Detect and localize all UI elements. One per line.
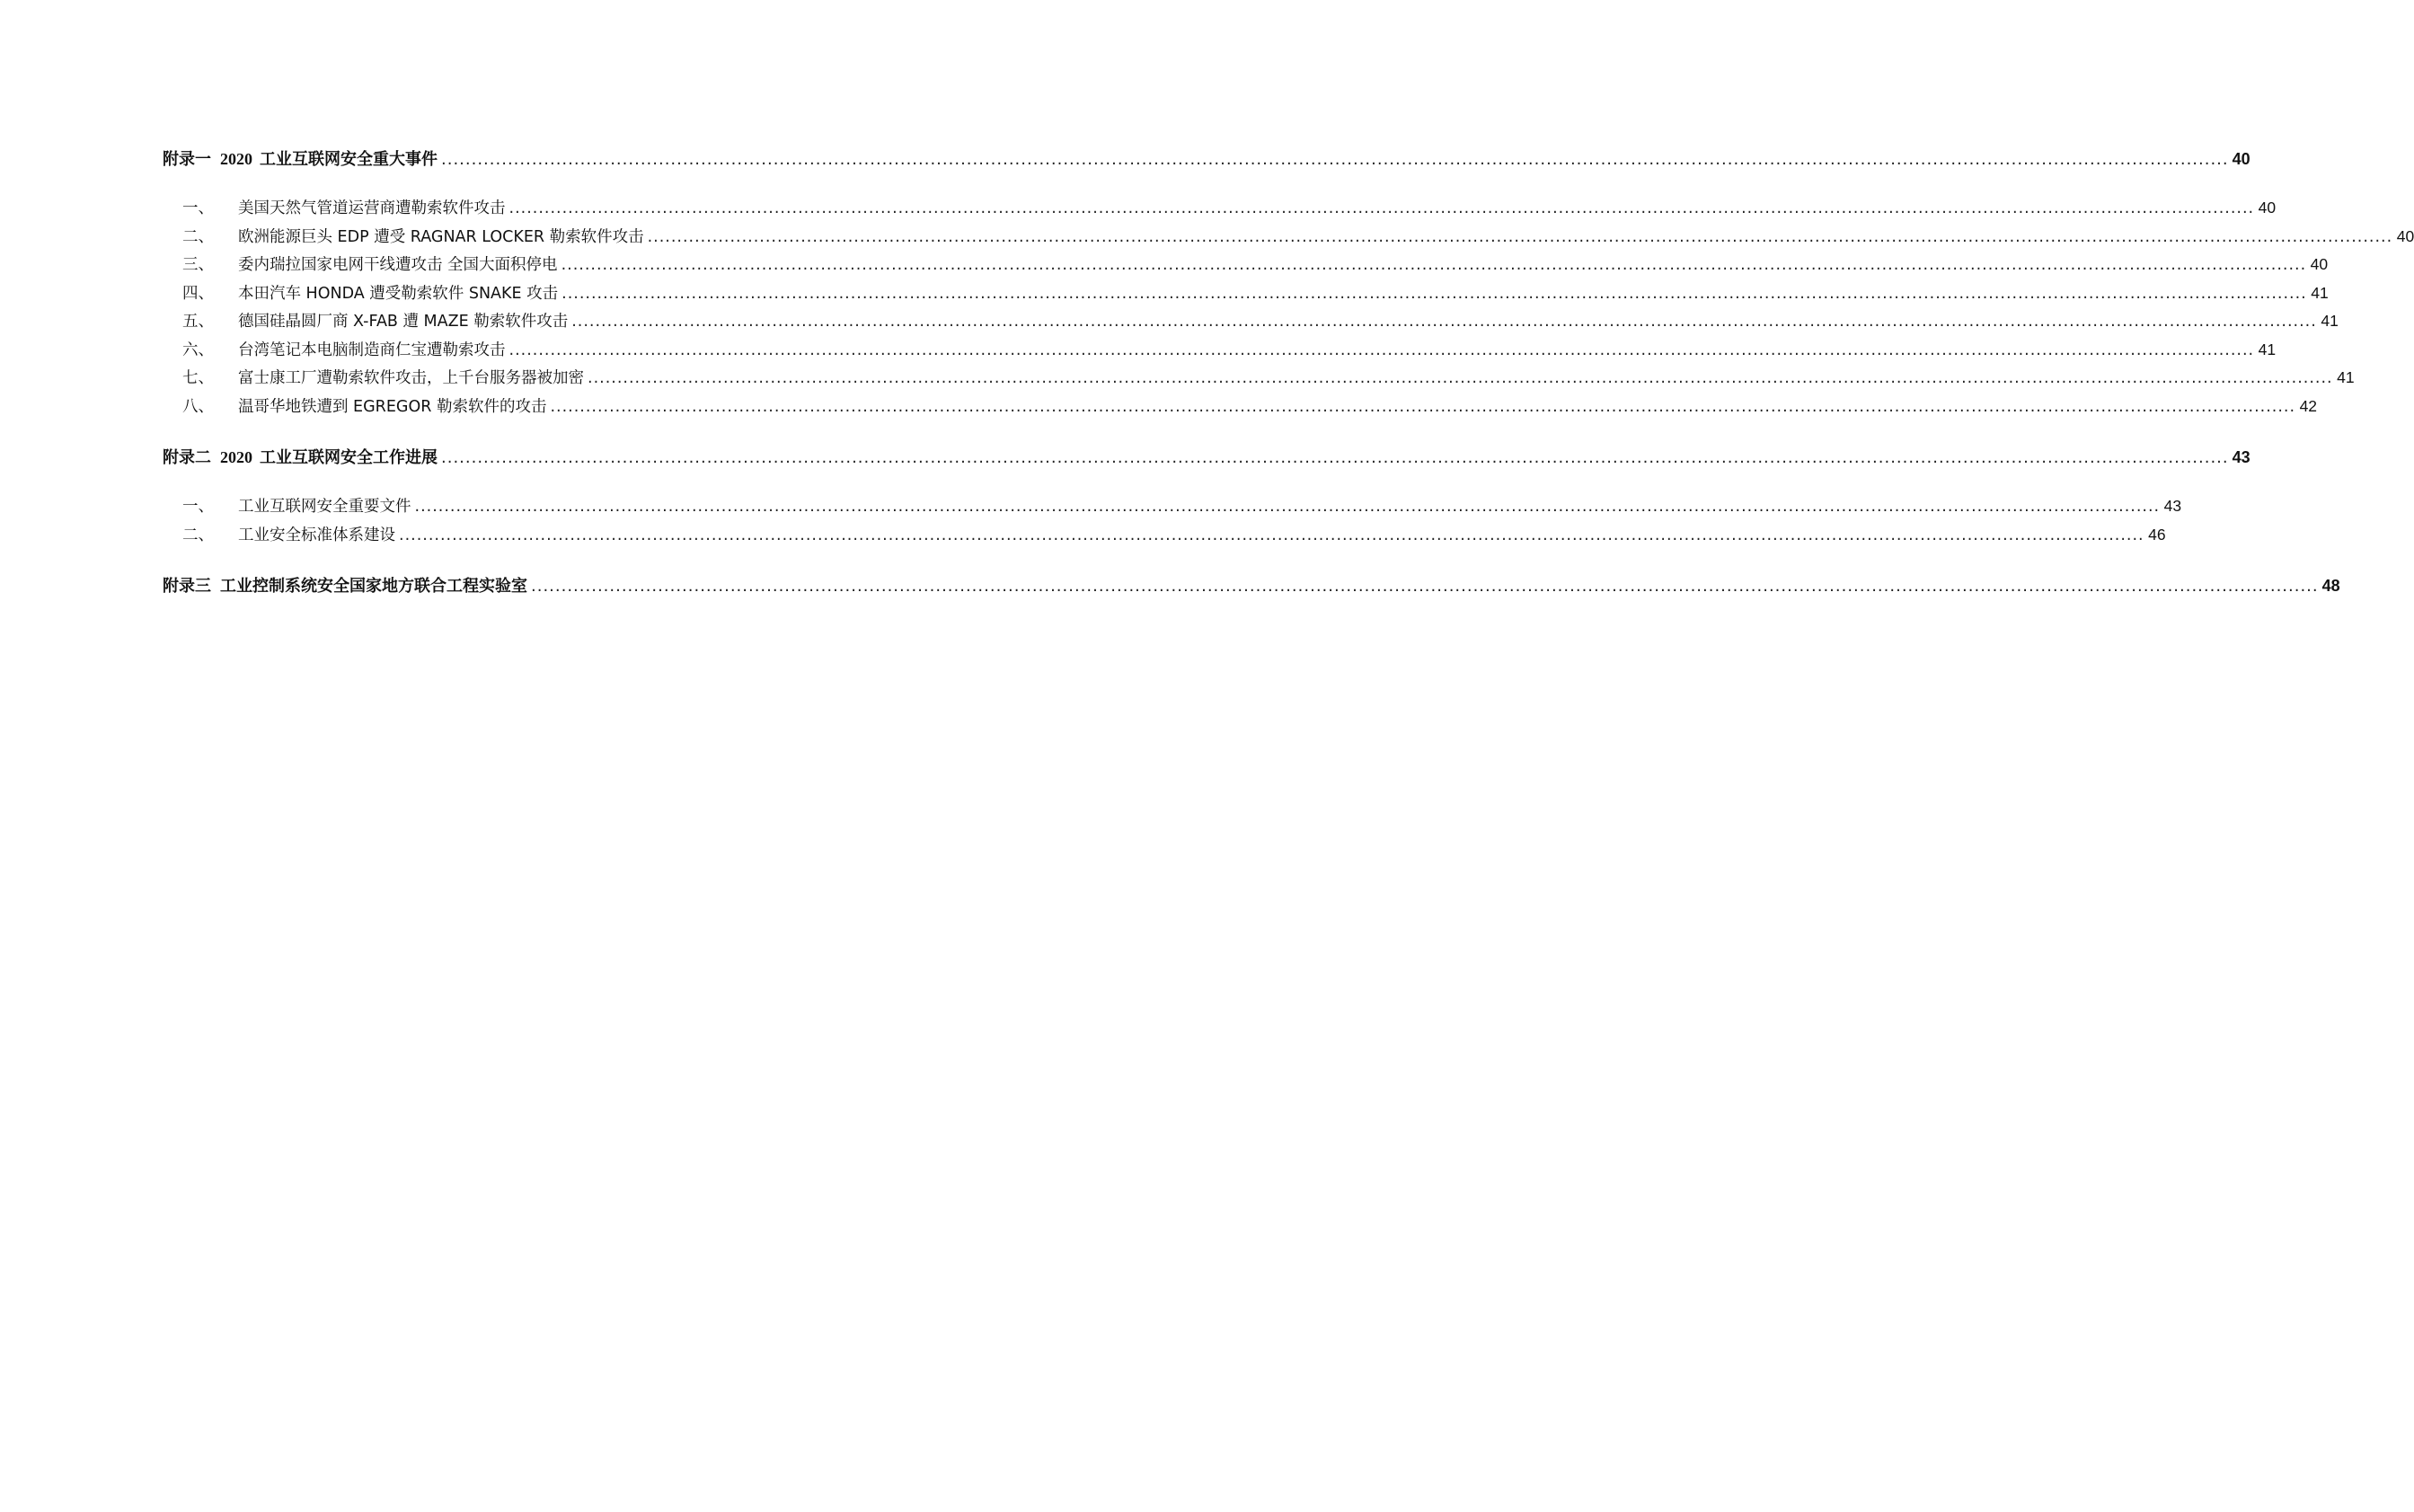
toc-heading-prefix: 附录二 — [163, 448, 211, 467]
dot-leader — [399, 522, 2144, 551]
toc-entry[interactable] — [163, 194, 2277, 223]
toc-page-number: 48 — [2321, 577, 2340, 595]
toc-heading-title: 工业互联网安全工作进展 — [260, 448, 438, 467]
dot-leader — [561, 280, 2307, 309]
toc-entry-title: 工业安全标准体系建设 — [238, 526, 395, 544]
dot-leader — [509, 337, 2255, 366]
toc-entry-title: 工业互联网安全重要文件 — [238, 498, 411, 516]
dot-leader — [509, 195, 2255, 224]
toc-heading[interactable] — [163, 570, 2340, 601]
toc-entry-prefix: 一、 — [182, 498, 214, 516]
dot-leader — [571, 308, 2317, 337]
toc-heading-number: 2020 — [220, 150, 252, 168]
toc-page-number: 40 — [2232, 150, 2250, 168]
toc-entry[interactable] — [163, 393, 2318, 421]
toc-entry-title: 欧洲能源巨头 EDP 遭受 RAGNAR LOCKER 勒索软件攻击 — [238, 227, 644, 246]
toc-entry-prefix: 二、 — [182, 227, 214, 246]
toc-entry[interactable] — [163, 364, 2355, 393]
toc-entry-title: 美国天然气管道运营商遭勒索软件攻击 — [238, 199, 506, 217]
toc-heading[interactable] — [163, 144, 2250, 174]
dot-leader — [441, 145, 2229, 175]
toc-entry-prefix: 六、 — [182, 340, 214, 359]
toc-entry-title: 本田汽车 HONDA 遭受勒索软件 SNAKE 攻击 — [238, 284, 559, 303]
toc-entry-prefix: 三、 — [182, 256, 214, 274]
toc-page-number: 43 — [2163, 497, 2182, 515]
toc-entry-prefix: 二、 — [182, 526, 214, 544]
toc-page-number: 40 — [2396, 226, 2414, 245]
dot-leader — [648, 224, 2393, 252]
toc-entry[interactable] — [163, 223, 2414, 252]
toc-page-number: 43 — [2232, 448, 2250, 466]
dot-leader — [550, 393, 2295, 422]
toc-heading-title: 工业控制系统安全国家地方联合工程实验室 — [220, 577, 527, 596]
toc-page-number: 42 — [2299, 396, 2318, 415]
toc-page-number: 40 — [2258, 199, 2277, 217]
toc-entry-title: 德国硅晶圆厂商 X-FAB 遭 MAZE 勒索软件攻击 — [238, 313, 569, 331]
toc-heading-title: 工业互联网安全重大事件 — [260, 150, 438, 169]
toc-heading-prefix: 附录一 — [163, 150, 211, 169]
toc-entry-prefix: 一、 — [182, 199, 214, 217]
toc-entry-prefix: 七、 — [182, 369, 214, 387]
dot-leader — [441, 443, 2229, 473]
toc-page-number: 41 — [2258, 340, 2277, 358]
toc-page-number: 46 — [2148, 525, 2166, 544]
dot-leader — [415, 493, 2161, 522]
toc-entry-title: 委内瑞拉国家电网干线遭攻击 全国大面积停电 — [238, 256, 558, 274]
toc-heading-number: 2020 — [220, 448, 252, 466]
toc-heading[interactable] — [163, 442, 2250, 473]
toc-page-number: 41 — [2337, 368, 2355, 386]
table-of-contents — [163, 144, 2414, 601]
toc-entry[interactable] — [163, 521, 2166, 550]
toc-entry[interactable] — [163, 307, 2339, 336]
toc-entry-title: 温哥华地铁遭到 EGREGOR 勒索软件的攻击 — [238, 397, 547, 416]
dot-leader — [531, 571, 2319, 602]
toc-entry[interactable] — [163, 251, 2329, 279]
dot-leader — [561, 252, 2307, 280]
toc-entry-title: 富士康工厂遭勒索软件攻击，上千台服务器被加密 — [238, 369, 584, 387]
toc-entry-title: 台湾笔记本电脑制造商仁宝遭勒索攻击 — [238, 340, 506, 359]
toc-entry[interactable] — [163, 336, 2277, 365]
toc-page-number: 40 — [2310, 255, 2329, 273]
toc-entry[interactable] — [163, 492, 2182, 521]
toc-entry[interactable] — [163, 279, 2329, 308]
toc-entry-prefix: 五、 — [182, 313, 214, 331]
toc-entry-prefix: 八、 — [182, 397, 214, 416]
dot-leader — [588, 365, 2333, 393]
toc-page-number: 41 — [2321, 312, 2339, 330]
toc-page-number: 41 — [2311, 283, 2329, 302]
toc-heading-prefix: 附录三 — [163, 577, 211, 596]
toc-entry-prefix: 四、 — [182, 284, 214, 303]
